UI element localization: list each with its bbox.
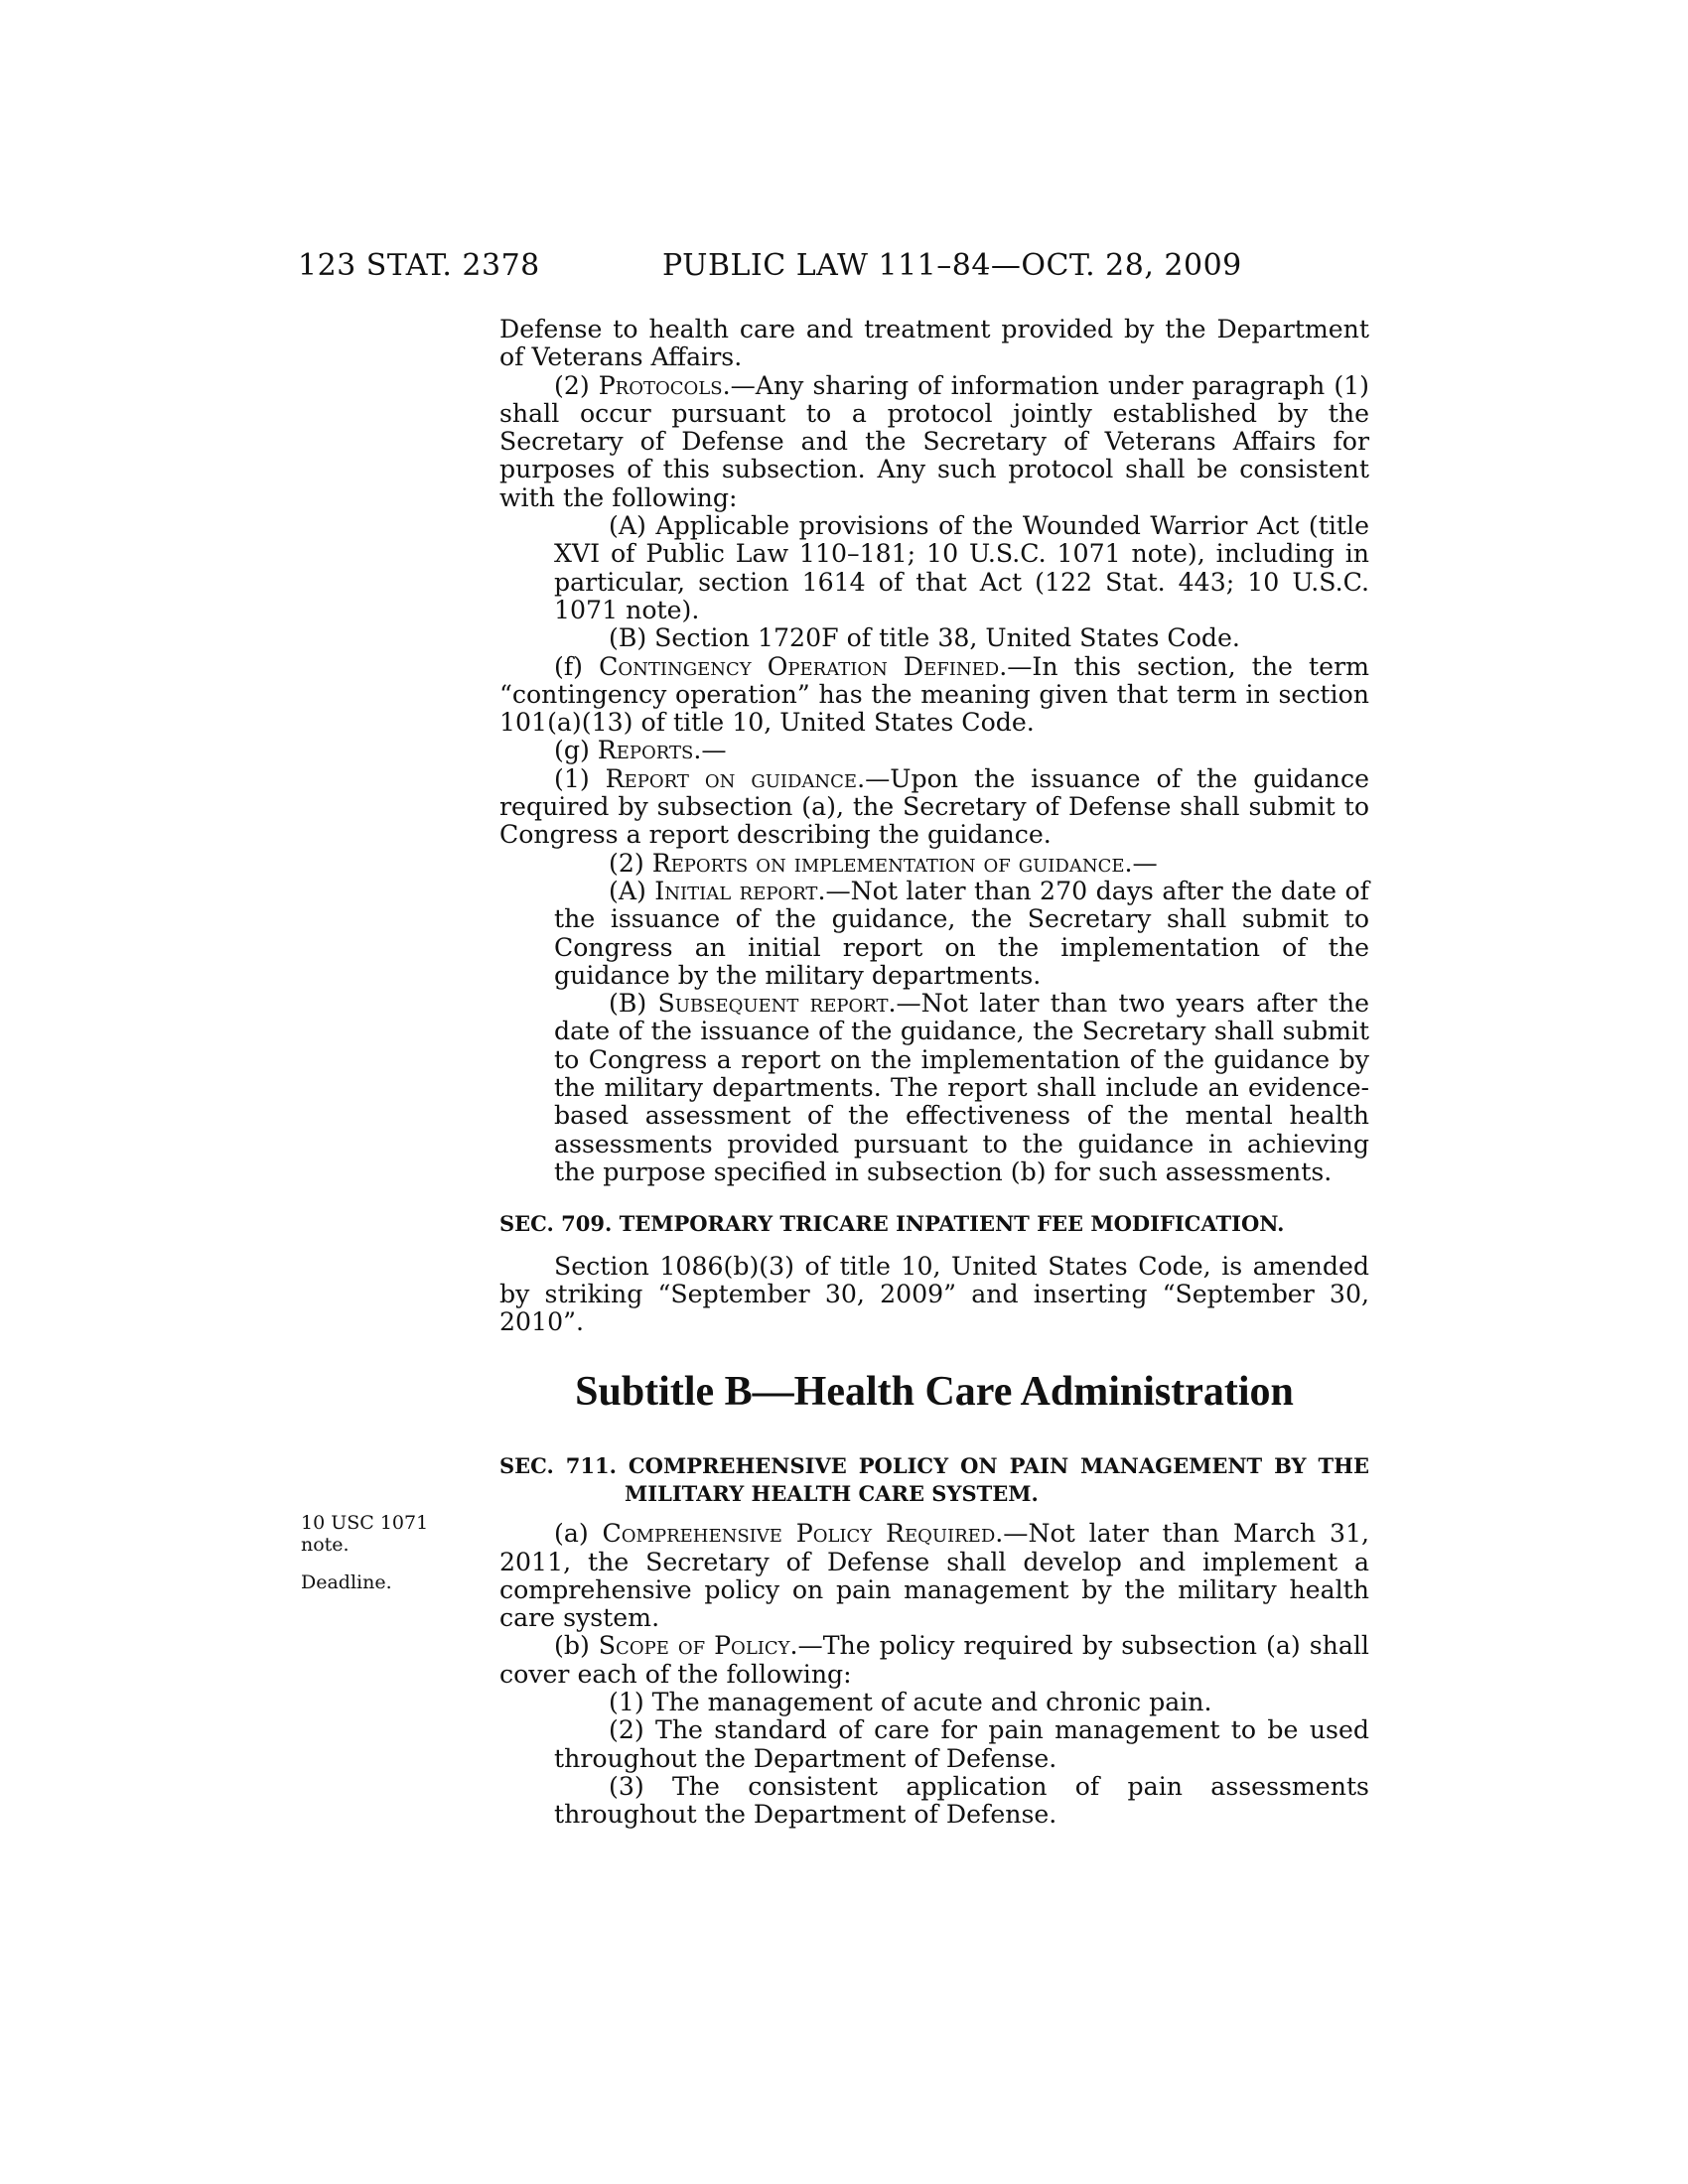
paragraph-subsequent-report: (B) Subsequent report.—Not later than two years after the date of the issuance of the guidance, the Secretary shall submit to Congress a report on the implementation of the guidance by the military departments. The report shall include an evidence-based assessment of the effectiveness of the mental health assessments provided pursuant to the guidance in achieving the purpose specified in subsection (b) for such assessments. bbox=[554, 989, 1370, 1186]
section-711-heading: SEC. 711. COMPREHENSIVE POLICY ON PAIN MANAGEMENT BY THE MILITARY HEALTH CARE SYSTEM. bbox=[499, 1452, 1369, 1506]
paragraph-protocol-b: (B) Section 1720F of title 38, United States Code. bbox=[609, 623, 1240, 653]
heading-policy-required: Comprehensive Policy Required bbox=[602, 1519, 996, 1549]
running-header-title: PUBLIC LAW 111–84—OCT. 28, 2009 bbox=[662, 248, 1242, 283]
heading-scope-of-policy: Scope of Policy bbox=[598, 1631, 790, 1661]
paragraph-reports-implementation: (2) Reports on implementation of guidance.— bbox=[609, 848, 1158, 878]
heading-contingency: Contingency Operation Defined bbox=[599, 651, 1000, 681]
paragraph-policy-required: (a) Comprehensive Policy Required.—Not later than March 31, 2011, the Secretary of Defense shall develop and implement a comprehensive policy on pain management by the military health care system. bbox=[499, 1519, 1370, 1633]
heading-reports-implementation: Reports on implementation of guidance bbox=[651, 848, 1125, 878]
heading-initial-report: Initial report bbox=[654, 876, 818, 905]
subtitle-heading: Subtitle B—Health Care Administration bbox=[575, 1369, 1294, 1416]
paragraph-contingency: (f) Contingency Operation Defined.—In this section, the term “contingency operation” has the meaning given that term in section 101(a)(13) of title 10, United States Code. bbox=[499, 651, 1369, 738]
heading-protocols: Protocols bbox=[598, 370, 723, 400]
paragraph-section-709: Section 1086(b)(3) of title 10, United States Code, is amended by striking “September 30, 2009” and inserting “September 30, 2010”. bbox=[499, 1251, 1369, 1337]
paragraph-scope-of-policy: (b) Scope of Policy.—The policy required by subsection (a) shall cover each of the following: bbox=[499, 1631, 1369, 1689]
paragraph-initial-report: (A) Initial report.—Not later than 270 days after the date of the issuance of the guidance, the Secretary shall submit to Congress an initial report on the implementation of the guidance by the military departments. bbox=[554, 876, 1369, 990]
section-709-heading: SEC. 709. TEMPORARY TRICARE INPATIENT FEE MODIFICATION. bbox=[499, 1211, 1285, 1237]
heading-reports: Reports bbox=[597, 736, 694, 765]
paragraph-scope-1: (1) The management of acute and chronic pain. bbox=[609, 1688, 1212, 1717]
paragraph-scope-2: (2) The standard of care for pain management to be used throughout the Department of Defense. bbox=[554, 1715, 1369, 1773]
page-stat-citation: 123 STAT. 2378 bbox=[298, 248, 540, 283]
paragraph-reports: (g) Reports.— bbox=[554, 736, 727, 765]
paragraph-protocol-a: (A) Applicable provisions of the Wounded Warrior Act (title XVI of Public Law 110–181; 10 U.S.C. 1071 note), including in particular, section 1614 of that Act (122 Stat. 443; 10 U.S.C. 1071 note). bbox=[554, 511, 1369, 624]
heading-subsequent-report: Subsequent report bbox=[657, 989, 889, 1019]
paragraph-scope-3: (3) The consistent application of pain assessments throughout the Department of Defense. bbox=[554, 1771, 1369, 1830]
margin-note-usc: 10 USC 1071 note. bbox=[301, 1512, 429, 1556]
main-text-column bbox=[499, 316, 1369, 1830]
paragraph-continuation: Defense to health care and treatment provided by the Department of Veterans Affairs. bbox=[499, 315, 1369, 372]
paragraph-protocols: (2) Protocols.—Any sharing of information under paragraph (1) shall occur pursuant to a protocol jointly established by the Secretary of Defense and the Secretary of Veterans Affairs for purposes of this subsection. Any such protocol shall be consistent with the following: bbox=[499, 370, 1369, 512]
margin-note-deadline: Deadline. bbox=[301, 1571, 392, 1593]
heading-report-guidance: Report on guidance bbox=[605, 763, 858, 793]
paragraph-report-guidance: (1) Report on guidance.—Upon the issuance of the guidance required by subsection (a), the Secretary of Defense shall submit to Congress a report describing the guidance. bbox=[499, 763, 1369, 850]
